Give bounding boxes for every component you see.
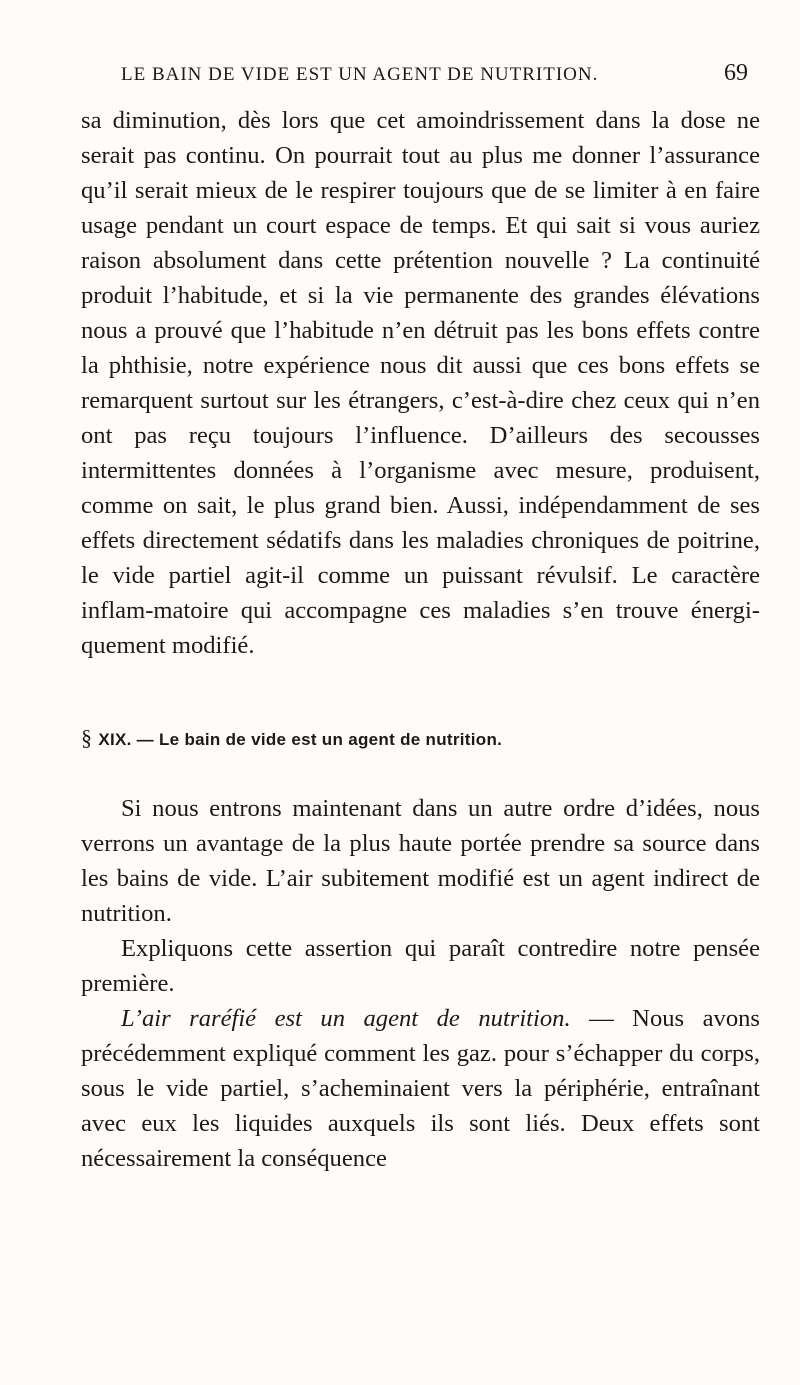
paragraph-3-italic-lead: L’air raréfié est un agent de nutrition.	[121, 1005, 571, 1032]
paragraph-1: Si nous entrons maintenant dans un autre ordre d’idées, nous verrons un avantage de la plus haute portée prendre sa source dans les bains de vide. L’air subitement modifié est un agent indirect de nutrition.	[81, 795, 760, 927]
body-text	[81, 103, 760, 1176]
section-sign: §	[81, 725, 93, 750]
paragraph-2: Expliquons cette assertion qui paraît contredire notre pensée première.	[81, 935, 760, 997]
paragraph-3	[81, 1001, 760, 1176]
page-number: 69	[724, 60, 748, 86]
section-heading	[81, 725, 760, 751]
paragraph-3-text: — Nous avons précédemment expliqué comment les gaz. pour s’échapper du corps, sous le vide partiel, s’acheminaient vers la périphérie, entraînant avec eux les liquides auxquels ils sont liés. Deux effets sont nécessairement la conséquence	[81, 1005, 760, 1172]
paragraph-continuation: sa diminution, dès lors que cet amoindrissement dans la dose ne serait pas continu. On pourrait tout au plus me donner l’assurance qu’il serait mieux de le respirer toujours que de se limiter à en faire usage pendant un court espace de temps. Et qui sait si vous auriez raison absolument dans cette prétention nouvelle ? La continuité produit l’habitude, et si la vie permanente des grandes élévations nous a prouvé que l’habitude n’en détruit pas les bons effets contre la phthisie, notre expérience nous dit aussi que ces bons effets se remarquent surtout sur les étrangers, c’est-à-dire chez ceux qui n’en ont pas reçu toujours l’influence. D’ailleurs des secousses intermittentes données à l’organisme avec mesure, produisent, comme on sait, le plus grand bien. Aussi, indépendamment de ses effets directement sédatifs dans les maladies chroniques de poitrine, le vide partiel agit-il comme un puissant révulsif. Le caractère inflam-matoire qui accompagne ces maladies s’en trouve énergi-quement modifié.	[81, 107, 760, 659]
section-title: XIX. — Le bain de vide est un agent de nutrition.	[98, 730, 503, 749]
running-head	[81, 60, 760, 87]
running-title: LE BAIN DE VIDE EST UN AGENT DE NUTRITION.	[121, 64, 599, 85]
